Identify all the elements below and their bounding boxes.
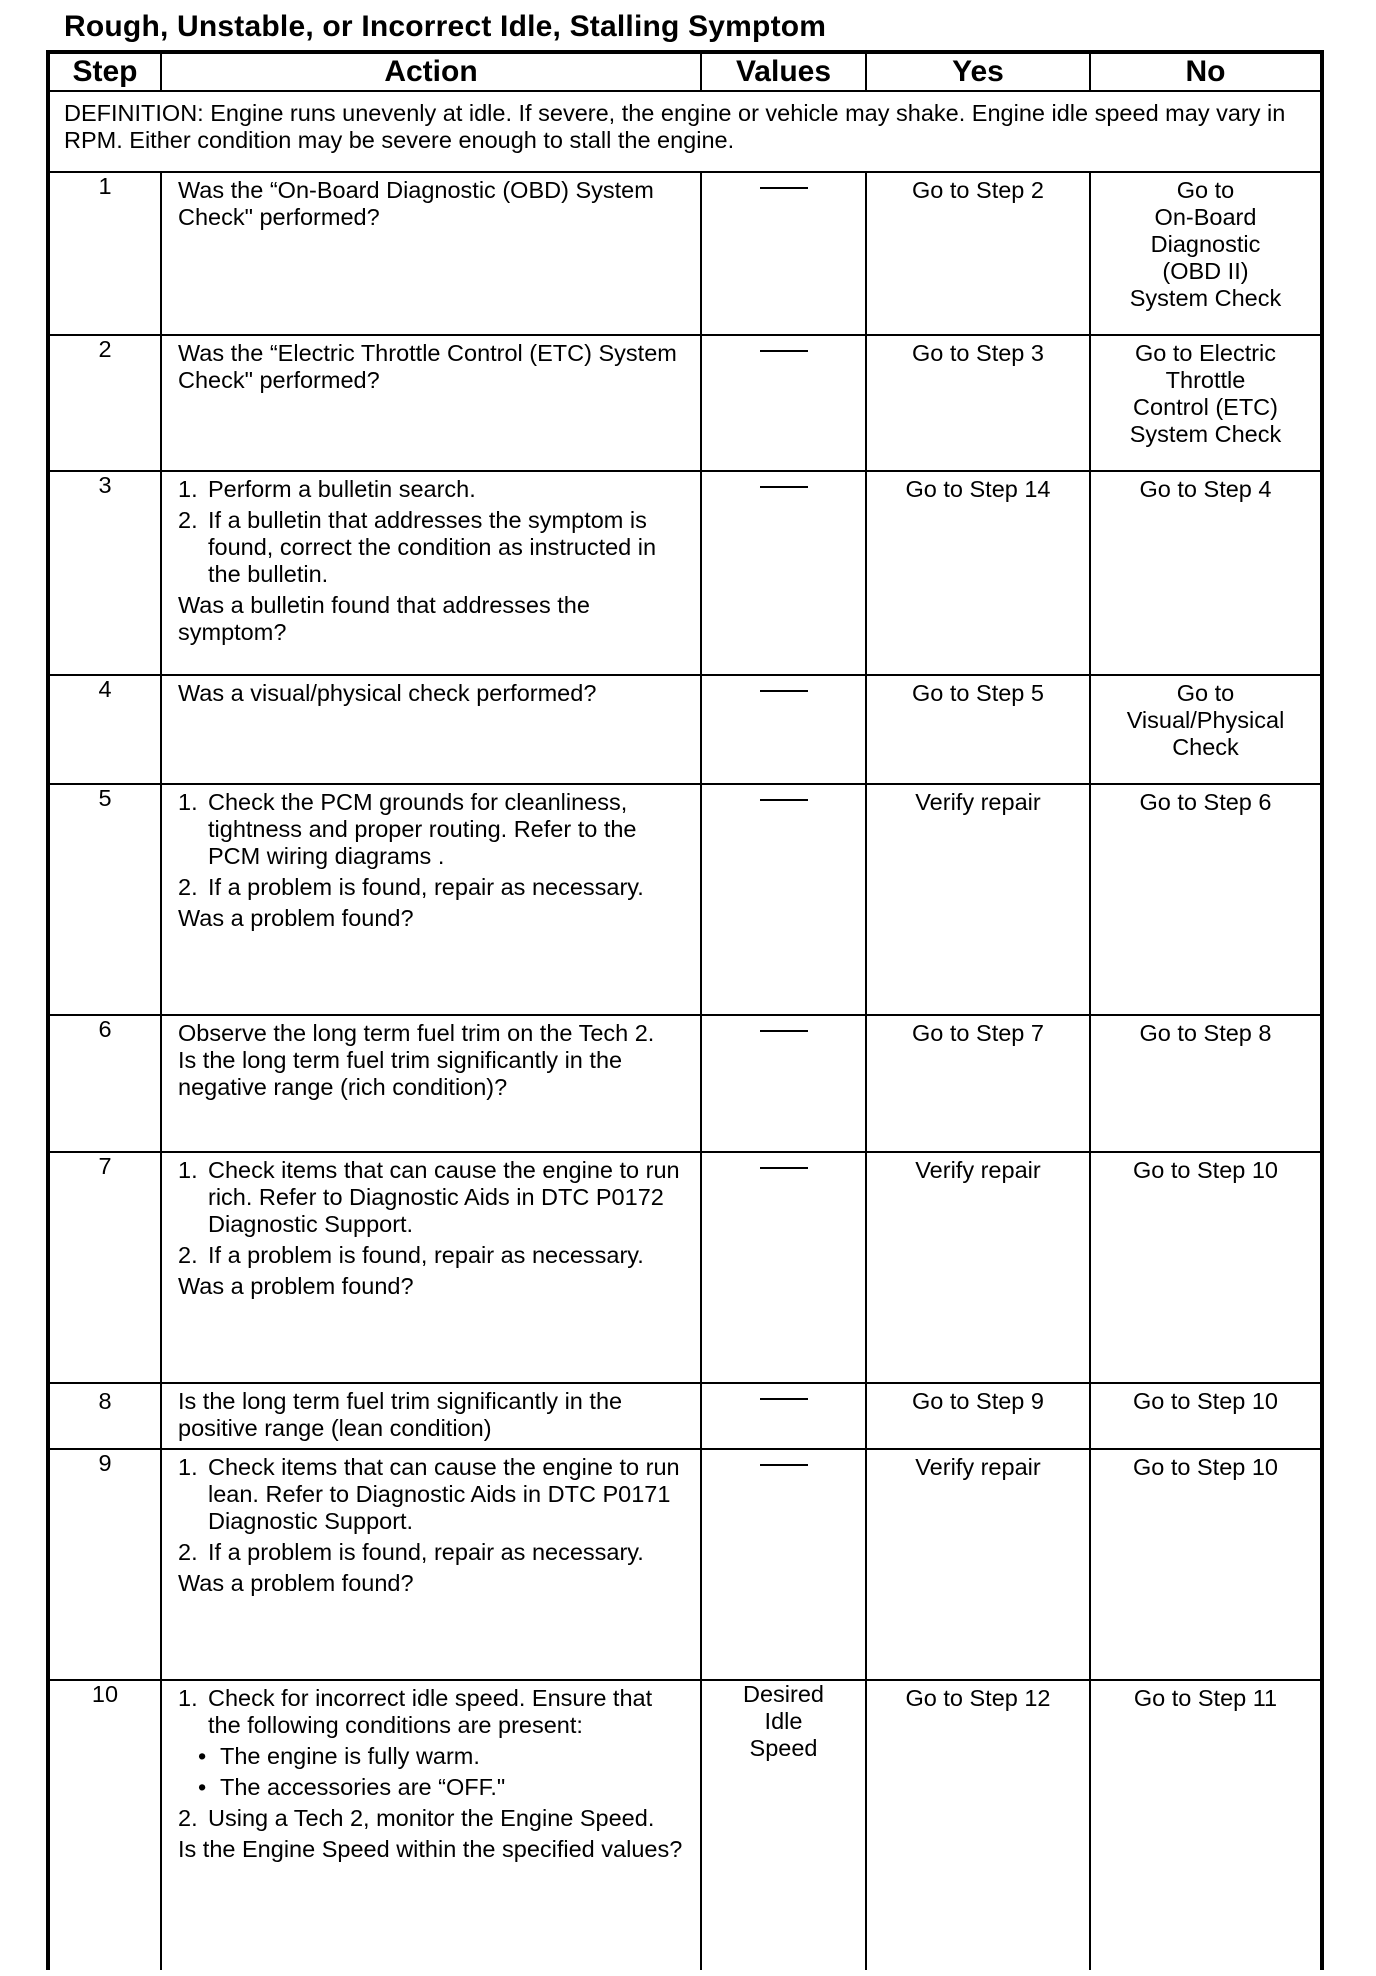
no-cell: Go to Electric Throttle Control (ETC) System Check (1090, 335, 1322, 471)
step-number: 3 (48, 471, 161, 675)
yes-cell: Go to Step 14 (866, 471, 1090, 675)
yes-cell: Go to Step 2 (866, 172, 1090, 335)
action-cell (161, 675, 701, 784)
values-cell: Desired Idle Speed (701, 1680, 866, 1970)
values-cell (701, 335, 866, 471)
step-number: 7 (48, 1152, 161, 1383)
step-number: 5 (48, 784, 161, 1015)
step-number: 9 (48, 1449, 161, 1680)
yes-cell: Go to Step 3 (866, 335, 1090, 471)
action-cell (161, 335, 701, 471)
no-value-dash (760, 350, 808, 352)
action-cell (161, 1383, 701, 1449)
action-bullet-item: • The engine is fully warm. (198, 1743, 480, 1769)
table-row (48, 1680, 1322, 1970)
action-cell (161, 1015, 701, 1152)
values-cell (701, 471, 866, 675)
values-cell (701, 1383, 866, 1449)
action-cell (161, 1449, 701, 1680)
action-question: Was a problem found? (178, 1570, 414, 1596)
values-cell (701, 675, 866, 784)
action-step-item: 2. Using a Tech 2, monitor the Engine Speed. (178, 1805, 655, 1831)
action-question: Was the “Electric Throttle Control (ETC) System Check" performed? (178, 340, 677, 393)
no-cell: Go to On-Board Diagnostic (OBD II) System Check (1090, 172, 1322, 335)
header-values: Values (701, 52, 866, 91)
no-cell: Go to Step 6 (1090, 784, 1322, 1015)
table-row (48, 172, 1322, 335)
step-number: 4 (48, 675, 161, 784)
yes-cell: Go to Step 7 (866, 1015, 1090, 1152)
definition-text: DEFINITION: Engine runs unevenly at idle. If severe, the engine or vehicle may shake. Engine idle speed may vary in RPM. Either condition may be severe enough to stall the engine. (48, 91, 1322, 172)
action-lead-text: Observe the long term fuel trim on the Tech 2. (178, 1020, 655, 1046)
action-cell (161, 1152, 701, 1383)
action-step-item: 1. Check items that can cause the engine to run lean. Refer to Diagnostic Aids in DTC P0171 Diagnostic Support. (178, 1454, 680, 1534)
no-value-dash (760, 1464, 808, 1466)
values-cell (701, 1015, 866, 1152)
step-number: 6 (48, 1015, 161, 1152)
action-step-item: 1. Check items that can cause the engine to run rich. Refer to Diagnostic Aids in DTC P0172 Diagnostic Support. (178, 1157, 680, 1237)
no-value-dash (760, 690, 808, 692)
action-question: Is the Engine Speed within the specified values? (178, 1836, 683, 1862)
table-row (48, 1383, 1322, 1449)
action-question: Is the long term fuel trim significantly in the negative range (rich condition)? (178, 1047, 623, 1100)
values-cell (701, 172, 866, 335)
yes-cell: Verify repair (866, 1449, 1090, 1680)
no-value-dash (760, 799, 808, 801)
step-number: 1 (48, 172, 161, 335)
no-cell: Go to Step 11 (1090, 1680, 1322, 1970)
step-number: 10 (48, 1680, 161, 1970)
no-cell: Go to Step 10 (1090, 1152, 1322, 1383)
no-value-dash (760, 1398, 808, 1400)
header-step: Step (48, 52, 161, 91)
yes-cell: Go to Step 12 (866, 1680, 1090, 1970)
action-question: Is the long term fuel trim significantly in the positive range (lean condition) (178, 1388, 623, 1441)
action-question: Was a visual/physical check performed? (178, 680, 597, 706)
no-cell: Go to Step 10 (1090, 1449, 1322, 1680)
no-cell: Go to Step 8 (1090, 1015, 1322, 1152)
no-value-dash (760, 187, 808, 189)
definition-row (48, 91, 1322, 172)
table-row (48, 1449, 1322, 1680)
values-cell (701, 1449, 866, 1680)
yes-cell: Go to Step 9 (866, 1383, 1090, 1449)
no-cell: Go to Step 10 (1090, 1383, 1322, 1449)
action-question: Was the “On-Board Diagnostic (OBD) System Check" performed? (178, 177, 654, 230)
action-step-item: 2. If a problem is found, repair as necessary. (178, 1539, 644, 1565)
table-row (48, 335, 1322, 471)
no-cell: Go to Visual/Physical Check (1090, 675, 1322, 784)
values-cell (701, 1152, 866, 1383)
yes-cell: Verify repair (866, 1152, 1090, 1383)
header-no: No (1090, 52, 1322, 91)
action-question: Was a problem found? (178, 1273, 414, 1299)
table-row (48, 1152, 1322, 1383)
header-action: Action (161, 52, 701, 91)
diagnostic-table (46, 50, 1324, 1970)
step-number: 8 (48, 1383, 161, 1449)
yes-cell: Go to Step 5 (866, 675, 1090, 784)
header-yes: Yes (866, 52, 1090, 91)
action-cell (161, 471, 701, 675)
no-value-dash (760, 1167, 808, 1169)
action-step-item: 2. If a problem is found, repair as necessary. (178, 1242, 644, 1268)
action-step-item: 2. If a bulletin that addresses the symptom is found, correct the condition as instructed in the bulletin. (178, 507, 657, 587)
action-step-item: 1. Check for incorrect idle speed. Ensure that the following conditions are present: (178, 1685, 653, 1738)
action-cell (161, 1680, 701, 1970)
action-step-item: 1. Check the PCM grounds for cleanliness, tightness and proper routing. Refer to the PCM wiring diagrams . (178, 789, 637, 869)
table-row (48, 1015, 1322, 1152)
no-value-dash (760, 1030, 808, 1032)
page-title: Rough, Unstable, or Incorrect Idle, Stalling Symptom (64, 10, 827, 43)
action-step-item: 2. If a problem is found, repair as necessary. (178, 874, 644, 900)
no-value-dash (760, 486, 808, 488)
values-cell (701, 784, 866, 1015)
table-row (48, 675, 1322, 784)
action-cell (161, 172, 701, 335)
yes-cell: Verify repair (866, 784, 1090, 1015)
table-row (48, 784, 1322, 1015)
header-row (48, 52, 1322, 91)
action-cell (161, 784, 701, 1015)
table-row (48, 471, 1322, 675)
action-question: Was a problem found? (178, 905, 414, 931)
step-number: 2 (48, 335, 161, 471)
action-question: Was a bulletin found that addresses the symptom? (178, 592, 590, 645)
action-step-item: 1. Perform a bulletin search. (178, 476, 476, 502)
no-cell: Go to Step 4 (1090, 471, 1322, 675)
action-bullet-item: • The accessories are “OFF." (198, 1774, 506, 1800)
